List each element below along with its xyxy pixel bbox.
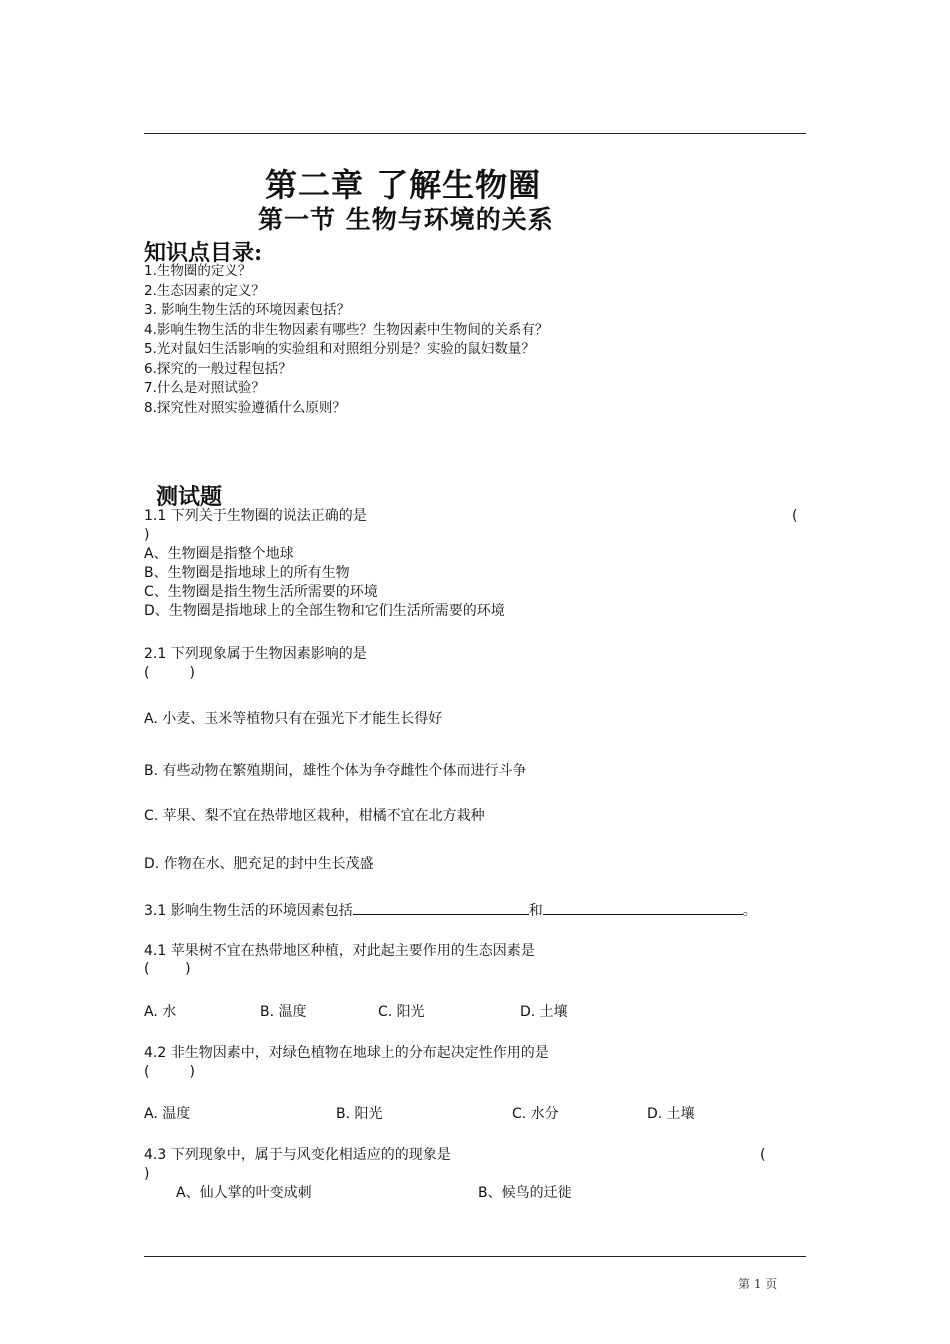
- question-2-bracket: ( ): [144, 665, 195, 681]
- question-2-option-c: C. 苹果、梨不宜在热带地区栽种，柑橘不宜在北方栽种: [144, 808, 485, 824]
- question-3-stem: 3.1 影响生物生活的环境因素包括: [144, 903, 353, 919]
- footer-rule: [144, 1256, 806, 1257]
- question-4-2-option-a: A. 温度: [144, 1106, 191, 1122]
- question-1-bracket-open: (: [792, 508, 798, 524]
- question-3-connector: 和: [528, 903, 543, 919]
- question-4-2-bracket: ( ): [144, 1064, 195, 1080]
- option-a: A、生物圈是指整个地球: [144, 546, 294, 562]
- question-4-2-option-c: C. 水分: [512, 1106, 559, 1122]
- question-4-1-stem: 4.1 苹果树不宜在热带地区种植，对此起主要作用的生态因素是: [144, 943, 535, 959]
- question-3-end: 。: [742, 903, 757, 919]
- question-1-options: [144, 545, 505, 621]
- answer-blank-2[interactable]: [543, 900, 743, 915]
- toc-list: [144, 262, 548, 418]
- question-4-2-option-b: B. 阳光: [336, 1106, 383, 1122]
- question-4-1-option-b: B. 温度: [260, 1004, 307, 1020]
- toc-item: 6.探究的一般过程包括？: [144, 360, 292, 377]
- question-2-stem: 2.1 下列现象属于生物因素影响的是: [144, 646, 367, 662]
- question-4-3-bracket-close: ): [144, 1166, 150, 1182]
- toc-item: 4.影响生物生活的非生物因素有哪些？生物因素中生物间的关系有？: [144, 321, 549, 338]
- question-2-option-a: A. 小麦、玉米等植物只有在强光下才能生长得好: [144, 711, 443, 727]
- question-4-1-option-a: A. 水: [144, 1004, 177, 1020]
- section-title: 第一节 生物与环境的关系: [258, 205, 554, 234]
- toc-item: 8.探究性对照实验遵循什么原则？: [144, 399, 346, 416]
- toc-heading: 知识点目录:: [144, 240, 263, 266]
- test-heading: 测试题: [156, 484, 223, 510]
- toc-item: 5.光对鼠妇生活影响的实验组和对照组分别是？实验的鼠妇数量？: [144, 341, 535, 357]
- option-b: B、生物圈是指地球上的所有生物: [144, 565, 350, 581]
- question-4-3-option-b: B、候鸟的迁徙: [478, 1185, 572, 1201]
- question-4-1-bracket: ( ): [144, 961, 191, 977]
- question-4-3-option-a: A、仙人掌的叶变成刺: [176, 1185, 312, 1201]
- question-4-1-option-d: D. 土壤: [520, 1004, 568, 1020]
- question-3: [144, 900, 757, 921]
- option-d: D、生物圈是指地球上的全部生物和它们生活所需要的环境: [144, 603, 505, 619]
- toc-item: 1.生物圈的定义？: [144, 263, 252, 279]
- chapter-title: 第二章 了解生物圈: [265, 166, 542, 204]
- toc-item: 3. 影响生物生活的环境因素包括？: [144, 302, 351, 318]
- page-number: 第 1 页: [738, 1277, 778, 1291]
- question-1-bracket-close: ): [144, 527, 150, 543]
- question-2-option-b: B. 有些动物在繁殖期间，雄性个体为争夺雌性个体而进行斗争: [144, 763, 527, 779]
- toc-item: 2.生态因素的定义？: [144, 282, 265, 299]
- question-4-3-bracket-open: (: [760, 1147, 766, 1163]
- toc-item: 7.什么是对照试验？: [144, 380, 265, 396]
- answer-blank-1[interactable]: [353, 900, 529, 915]
- header-rule: [144, 133, 806, 134]
- question-2-option-d: D. 作物在水、肥充足的封中生长茂盛: [144, 856, 374, 872]
- question-4-3-stem: 4.3 下列现象中，属于与风变化相适应的的现象是: [144, 1147, 451, 1163]
- question-1-stem: 1.1 下列关于生物圈的说法正确的是: [144, 508, 367, 524]
- question-4-2-option-d: D. 土壤: [647, 1106, 695, 1122]
- option-c: C、生物圈是指生物生活所需要的环境: [144, 584, 378, 600]
- question-4-1-option-c: C. 阳光: [378, 1004, 425, 1020]
- question-4-2-stem: 4.2 非生物因素中，对绿色植物在地球上的分布起决定性作用的是: [144, 1045, 549, 1061]
